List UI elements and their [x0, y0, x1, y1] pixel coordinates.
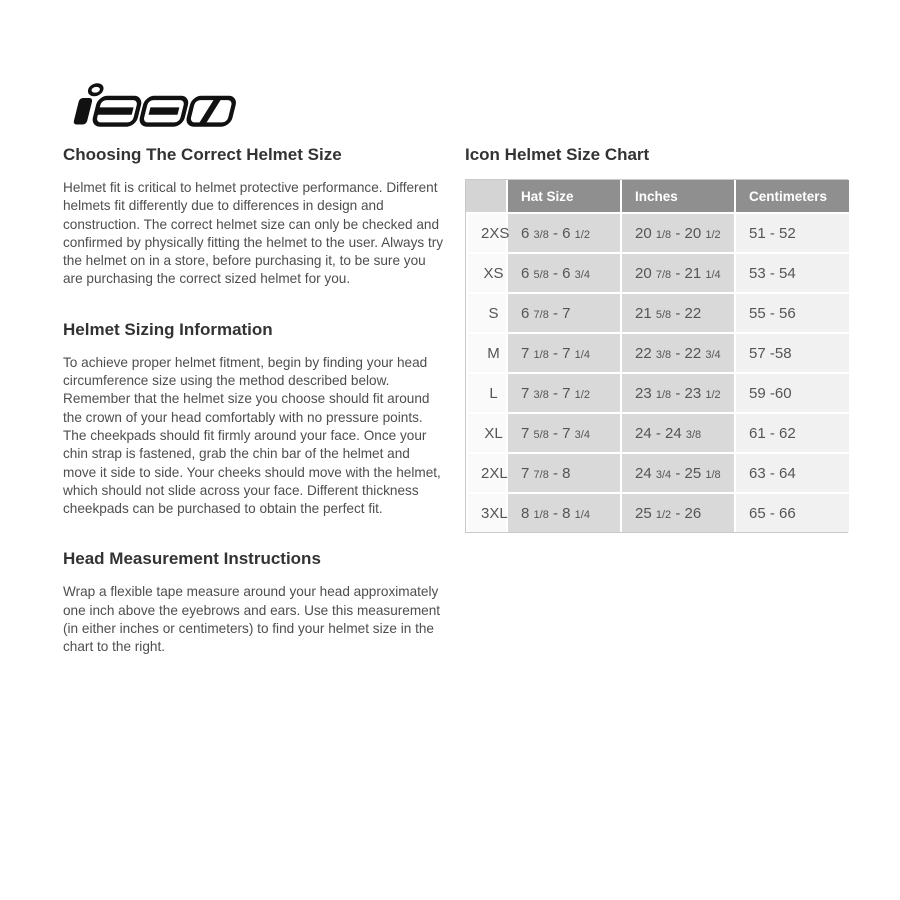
inches-cell: 24 - 24 3/8	[620, 412, 734, 452]
hat-size-cell: 7 7/8 - 8	[506, 452, 620, 492]
size-chart-body	[466, 212, 849, 532]
inches-cell: 21 5/8 - 22	[620, 292, 734, 332]
centimeters-cell: 63 - 64	[734, 452, 849, 492]
size-chart-row	[466, 492, 849, 532]
col-header-hat-size: Hat Size	[506, 180, 620, 212]
size-cell: 2XL	[466, 452, 506, 492]
fraction: 1/2	[574, 228, 590, 241]
fraction: 1/8	[655, 228, 672, 241]
size-cell: XS	[466, 252, 506, 292]
hat-size-cell: 6 3/8 - 6 1/2	[506, 212, 620, 252]
hat-size-cell: 6 7/8 - 7	[506, 292, 620, 332]
logo-letter-i-dot	[89, 85, 103, 94]
centimeters-cell: 57 -58	[734, 332, 849, 372]
centimeters-cell: 61 - 62	[734, 412, 849, 452]
fraction: 1/8	[655, 388, 672, 401]
size-chart-row	[466, 212, 849, 252]
col-header-corner	[466, 180, 506, 212]
size-chart-frame	[465, 179, 848, 533]
inches-cell: 24 3/4 - 25 1/8	[620, 452, 734, 492]
fraction: 1/8	[533, 508, 549, 521]
size-chart-row	[466, 332, 849, 372]
fraction: 1/2	[655, 508, 672, 521]
fraction: 3/8	[533, 228, 549, 241]
section-heading: Head Measurement Instructions	[63, 549, 321, 569]
size-chart-row	[466, 412, 849, 452]
inches-cell: 25 1/2 - 26	[620, 492, 734, 532]
section-paragraph: To achieve proper helmet fitment, begin by finding your head circumference size using the method described below. Remember that the helmet size you choose should fit around the crown of your head comfortably with no pressure points. The cheekpads should fit firmly around your face. Once your chin strap is fastened, grab the chin bar of the helmet and move it side to side. Your cheeks should move with the helmet, which should not slide across your face. Different thickness cheekpads can be purchased to obtain the perfect fit.	[63, 354, 441, 517]
left-column	[63, 144, 445, 657]
col-header-centimeters: Centimeters	[734, 180, 849, 212]
fraction: 1/8	[533, 348, 549, 361]
size-chart-title: Icon Helmet Size Chart	[465, 145, 650, 164]
centimeters-cell: 55 - 56	[734, 292, 849, 332]
section-heading: Helmet Sizing Information	[63, 319, 273, 339]
size-chart-row	[466, 252, 849, 292]
size-cell: M	[466, 332, 506, 372]
section-choosing-helmet-size	[63, 144, 445, 289]
hat-size-cell: 7 3/8 - 7 1/2	[506, 372, 620, 412]
section-paragraph: Wrap a flexible tape measure around your head approximately one inch above the eyebrows and ears. Use this measurement (in either inches or centimeters) to find your helmet size in the chart to the right.	[63, 584, 441, 655]
fraction: 3/4	[705, 348, 721, 361]
centimeters-cell: 51 - 52	[734, 212, 849, 252]
fraction: 5/8	[533, 428, 549, 441]
fraction: 7/8	[655, 268, 672, 281]
inches-cell: 22 3/8 - 22 3/4	[620, 332, 734, 372]
fraction: 5/8	[655, 308, 672, 321]
fraction: 3/4	[655, 468, 672, 481]
inches-cell: 23 1/8 - 23 1/2	[620, 372, 734, 412]
icon-logo	[62, 82, 238, 133]
size-cell: S	[466, 292, 506, 332]
fraction: 7/8	[533, 468, 549, 481]
section-paragraph: Helmet fit is critical to helmet protective performance. Different helmets fit differently due to differences in design and construction. The correct helmet size can only be checked and confirmed by physically fitting the helmet to the user. Always try the helmet on in a store, before purchasing it, to be sure you are purchasing the correct sized helmet for you.	[63, 180, 444, 287]
size-chart-table	[466, 180, 849, 532]
size-cell: XL	[466, 412, 506, 452]
centimeters-cell: 59 -60	[734, 372, 849, 412]
col-header-inches: Inches	[620, 180, 734, 212]
fraction: 7/8	[533, 308, 549, 321]
section-measurement-instructions	[63, 548, 445, 656]
size-chart-row	[466, 372, 849, 412]
fraction: 1/2	[705, 388, 721, 401]
fraction: 1/2	[705, 228, 721, 241]
fraction: 3/4	[574, 268, 590, 281]
fraction: 1/4	[705, 268, 721, 281]
icon-logo-graphic	[62, 82, 238, 128]
inches-cell: 20 7/8 - 21 1/4	[620, 252, 734, 292]
size-cell: 2XS	[466, 212, 506, 252]
hat-size-cell: 8 1/8 - 8 1/4	[506, 492, 620, 532]
section-sizing-information	[63, 319, 445, 519]
fraction: 1/2	[574, 388, 590, 401]
fraction: 3/4	[574, 428, 590, 441]
logo-letter-i	[73, 98, 93, 125]
fraction: 5/8	[533, 268, 549, 281]
centimeters-cell: 53 - 54	[734, 252, 849, 292]
size-chart-row	[466, 452, 849, 492]
fraction: 1/4	[574, 508, 590, 521]
size-chart-row	[466, 292, 849, 332]
hat-size-cell: 6 5/8 - 6 3/4	[506, 252, 620, 292]
hat-size-cell: 7 5/8 - 7 3/4	[506, 412, 620, 452]
fraction: 3/8	[685, 428, 702, 441]
section-heading: Choosing The Correct Helmet Size	[63, 145, 342, 164]
hat-size-cell: 7 1/8 - 7 1/4	[506, 332, 620, 372]
size-cell: L	[466, 372, 506, 412]
size-chart-header-row	[466, 180, 849, 212]
fraction: 1/8	[705, 468, 721, 481]
inches-cell: 20 1/8 - 20 1/2	[620, 212, 734, 252]
size-cell: 3XL	[466, 492, 506, 532]
fraction: 3/8	[533, 388, 549, 401]
fraction: 3/8	[655, 348, 672, 361]
right-column	[465, 144, 849, 533]
fraction: 1/4	[574, 348, 590, 361]
centimeters-cell: 65 - 66	[734, 492, 849, 532]
